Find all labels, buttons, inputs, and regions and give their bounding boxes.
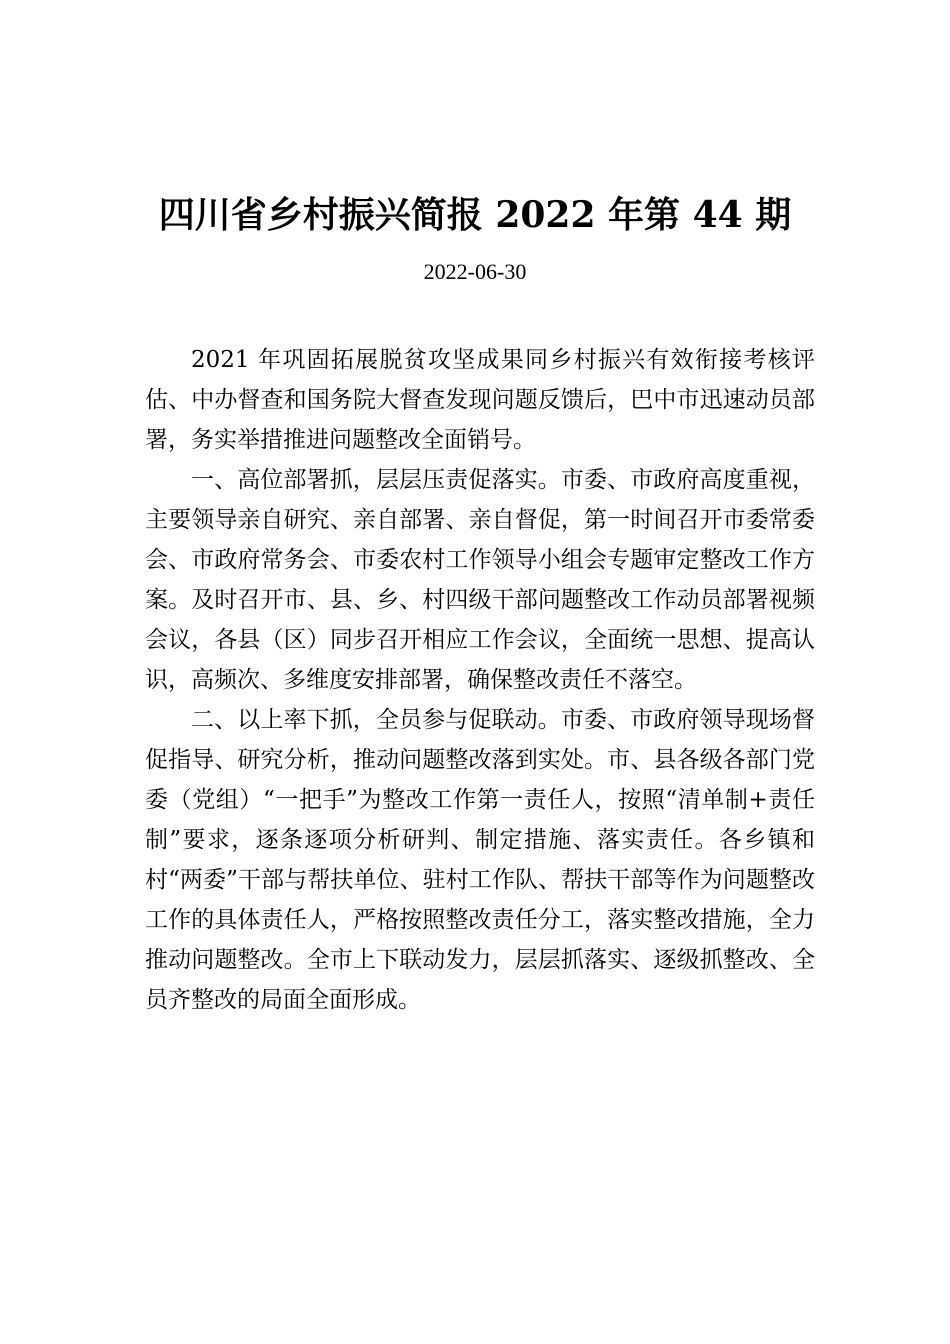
paragraph-intro: 2021 年巩固拓展脱贫攻坚成果同乡村振兴有效衔接考核评估、中办督查和国务院大督查发现问题反馈后，巴中市迅速动员部署，务实举措推进问题整改全面销号。 — [145, 347, 815, 453]
document-title: 四川省乡村振兴简报 2022 年第 44 期 — [158, 194, 792, 236]
paragraph-section-two: 二、以上率下抓，全员参与促联动。市委、市政府领导现场督促指导、研究分析，推动问题整改落到实处。市、县各级各部门党委（党组）“一把手”为整改工作第一责任人，按照“清单制+责任制”要求，逐条逐项分析研判、制定措施、落实责任。各乡镇和村“两委”干部与帮扶单位、驻村工作队、帮扶干部等作为问题整改工作的具体责任人，严格按照整改责任分工，落实整改措施，全力推动问题整改。全市上下联动发力，层层抓落实、逐级抓整改、全员齐整改的局面全面形成。 — [145, 707, 815, 1013]
document-body — [145, 340, 815, 1020]
document-date: 2022-06-30 — [423, 259, 527, 284]
paragraph-section-one: 一、高位部署抓，层层压责促落实。市委、市政府高度重视，主要领导亲自研究、亲自部署、亲自督促，第一时间召开市委常委会、市政府常务会、市委农村工作领导小组会专题审定整改工作方案。及时召开市、县、乡、村四级干部问题整改工作动员部署视频会议，各县（区）同步召开相应工作会议，全面统一思想、提高认识，高频次、多维度安排部署，确保整改责任不落空。 — [145, 467, 815, 693]
